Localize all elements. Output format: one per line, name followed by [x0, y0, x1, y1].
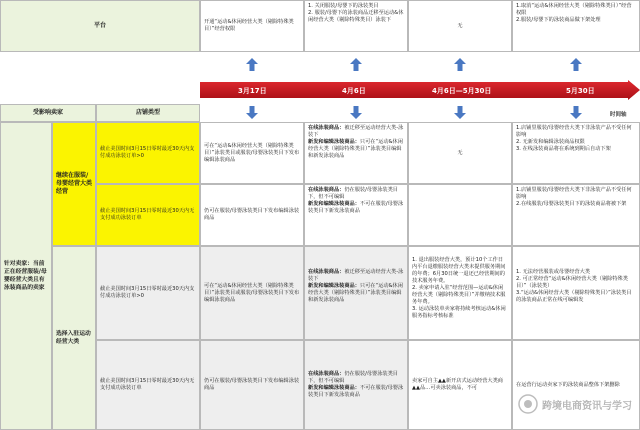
cell-text: 被迁移至运动经营大类-泳装下 — [308, 269, 404, 282]
platform-cell-may30 — [512, 0, 640, 52]
watermark-logo-icon — [518, 394, 538, 414]
timeline-date: 5月30日 — [566, 87, 595, 95]
platform-cell-text: 开通“运动&休闲经营大类（剔除特殊类目）”经营权限 — [204, 19, 294, 32]
platform-label: 平台 — [93, 22, 106, 29]
group-stay-apparel — [52, 122, 96, 246]
up-arrow-icon — [570, 58, 582, 71]
row2-may30 — [512, 184, 640, 246]
bold-label: 新发和编辑泳装商品： — [308, 139, 360, 145]
shop-type-row3 — [96, 246, 200, 340]
down-arrow-icon — [246, 106, 258, 119]
cell-text: 在运营行运动卖家下的泳装商品整体下架删除 — [516, 381, 620, 388]
cell-text: 仍在服装/母婴泳装类目下，但不可编辑 — [308, 371, 398, 384]
cell-text: 可在“运动&休闲经营大类（剔除特殊类目）”泳装类目或服装/母婴泳装类目下发布编辑泳装商品 — [204, 142, 300, 163]
timeline-axis-label: 时间轴 — [610, 112, 627, 118]
platform-cell-mar17 — [200, 0, 304, 52]
row1-mar17 — [200, 122, 304, 184]
watermark — [518, 394, 632, 414]
cell-text: 不可在服装/母婴泳装类目下新发泳装商品 — [308, 201, 404, 214]
bold-label: 在线泳装商品： — [308, 125, 345, 131]
affected-seller-header — [0, 104, 96, 122]
down-arrow-icon — [454, 106, 466, 119]
platform-header — [0, 0, 200, 52]
cell-line: 2.在线服装/母婴泳装类目下的泳装商品将被下架 — [516, 201, 627, 207]
target-seller-text: 针对卖家：当前正在经营服装/母婴经营大类且有泳装商品的卖家 — [4, 261, 47, 291]
row3-may30 — [512, 246, 640, 340]
cell-text: 仍可在服装/母婴泳装类目下发布编辑泳装商品 — [204, 378, 300, 391]
shop-type-row4 — [96, 340, 200, 430]
bold-label: 在线泳装商品： — [308, 371, 345, 377]
group-label: 继续在服装/母婴经营大类经营 — [56, 172, 93, 195]
cell-line: 1.店铺里服装/母婴经营大类下非泳装产品不受任何影响 — [516, 125, 632, 138]
cell-paragraph — [308, 139, 404, 160]
cell-paragraph — [308, 201, 404, 215]
down-arrow-icon — [570, 106, 582, 119]
cell-line: 2. 可正常经营“运动&休闲经营大类（剔除特殊类目）”（泳装类） — [516, 276, 628, 289]
row1-may30 — [512, 122, 640, 184]
up-arrow-icon — [246, 58, 258, 71]
up-arrow-icon — [454, 58, 466, 71]
cell-line: 1. 退出服装经营大类，预计10个工作日内平台退缴服装经营大类未提供服务期间的年费；6月30日统一退还已经营期间的技术服务年费。 — [412, 257, 506, 284]
platform-line: 1. 关闭服装/母婴下的泳装类目 — [308, 3, 379, 9]
bold-label: 新发和编辑泳装商品： — [308, 201, 360, 207]
bold-label: 在线泳装商品： — [308, 269, 345, 275]
shop-type-text: 截止美国时间3月15日零时最近30天内无支付成功泳装订单 — [100, 208, 195, 221]
affected-seller-label: 受影响卖家 — [32, 109, 63, 116]
cell-paragraph — [308, 125, 404, 139]
shop-type-row1 — [96, 122, 200, 184]
cell-line: 1. 无法经营服装或母婴经营大类 — [516, 269, 591, 275]
row2-apr6 — [304, 184, 408, 246]
row4-apr6 — [304, 340, 408, 430]
shop-type-text: 截止美国时间3月15日零时最近30天内无支付成功泳装订单 — [100, 378, 195, 391]
target-seller-cell — [0, 122, 52, 430]
row3-apr6 — [304, 246, 408, 340]
shop-type-header — [96, 104, 200, 122]
row3-mar17 — [200, 246, 304, 340]
platform-cell-period — [408, 0, 512, 52]
row4-mar17 — [200, 340, 304, 430]
cell-text: 仍可在服装/母婴泳装类目下发布编辑泳装商品 — [204, 208, 300, 221]
cell-text: 无 — [457, 149, 463, 156]
bold-label: 新发和编辑泳装商品： — [308, 283, 360, 289]
cell-text: 不可在服装/母婴泳装类目下新发泳装商品 — [308, 385, 404, 398]
row1-period — [408, 122, 512, 184]
platform-cell-text: 无 — [457, 22, 463, 29]
shop-type-row2 — [96, 184, 200, 246]
platform-line: 1.取消“运动&休闲经营大类（剔除特殊类目）”经营权限 — [516, 3, 632, 16]
platform-line: 2.服装/母婴下的泳装商品做下架处理 — [516, 17, 601, 23]
shop-type-text: 截止美国时间3月15日零时最近30天内支付成功泳装订单>0 — [100, 146, 195, 159]
group-join-sports — [52, 246, 96, 430]
row2-mar17 — [200, 184, 304, 246]
down-arrow-icon — [350, 106, 362, 119]
cell-paragraph — [308, 269, 404, 283]
cell-paragraph — [308, 283, 404, 304]
timeline-date: 4月6日—5月30日 — [432, 87, 492, 95]
platform-cell-apr6 — [304, 0, 408, 52]
group-label: 选择入驻运动经营大类 — [56, 331, 91, 345]
row4-period — [408, 340, 512, 430]
platform-line: 2. 服装/母婴下的泳装商品迁移至运动&休闲经营大类（剔除特殊类目）泳装下 — [308, 10, 404, 23]
up-arrow-icon — [350, 58, 362, 71]
cell-paragraph — [308, 371, 404, 385]
bold-label: 在线泳装商品： — [308, 187, 345, 193]
timeline-date: 4月6日 — [342, 87, 366, 95]
cell-text: 可在“运动&休闲经营大类（剔除特殊类目）”泳装类目或服装/母婴泳装类目下发布编辑泳装商品 — [204, 282, 300, 303]
watermark-text: 跨境电商资讯与学习 — [542, 400, 632, 412]
cell-line: 2. 卖家申请入驻“经营范围—运动&休闲经营大类（剔除特殊类目）”并缴纳技术服务年费。 — [412, 285, 506, 305]
cell-text: 只可在“运动&休闲经营大类（剔除特殊类目）”泳装类目编辑和新发泳装商品 — [308, 283, 403, 303]
cell-paragraph — [308, 187, 404, 201]
cell-text: 只可在“运动&休闲经营大类（剔除特殊类目）”泳装类目编辑和新发泳装商品 — [308, 139, 403, 159]
timeline-date: 3月17日 — [238, 87, 267, 95]
row2-period — [408, 184, 512, 246]
bold-label: 新发和编辑泳装商品： — [308, 385, 360, 391]
cell-line: 2. 无新发和编辑泳装商品权限 — [516, 139, 585, 145]
cell-text: 仍在服装/母婴泳装类目下，但不可编辑 — [308, 187, 398, 200]
cell-line: 3. 在线泳装商品将在系统到期后自动下架 — [516, 146, 611, 152]
cell-line: 3. 运动泳装单卖家将持续考核运动&休闲服务指标考核标准 — [412, 306, 506, 319]
shop-type-text: 截止美国时间3月15日零时最近30天内支付成功泳装订单>0 — [100, 286, 195, 299]
cell-text: 卖家可自主▲▲新开店式运动经营大类商▲▲品…可卖泳装商品，不可 — [412, 378, 503, 391]
shop-type-label: 店铺类型 — [135, 109, 160, 116]
row4-may30 — [512, 340, 640, 430]
row1-apr6 — [304, 122, 408, 184]
cell-paragraph — [308, 385, 404, 399]
cell-line: 1.店铺里服装/母婴经营大类下非泳装产品不受任何影响 — [516, 187, 632, 200]
row3-period — [408, 246, 512, 340]
cell-line: 3.“运动&休闲经营大类（剔除特殊类目）”泳装类目的泳装商品正常在线可编辑发 — [516, 290, 632, 303]
cell-text: 被迁移至运动经营大类-泳装下 — [308, 125, 404, 138]
